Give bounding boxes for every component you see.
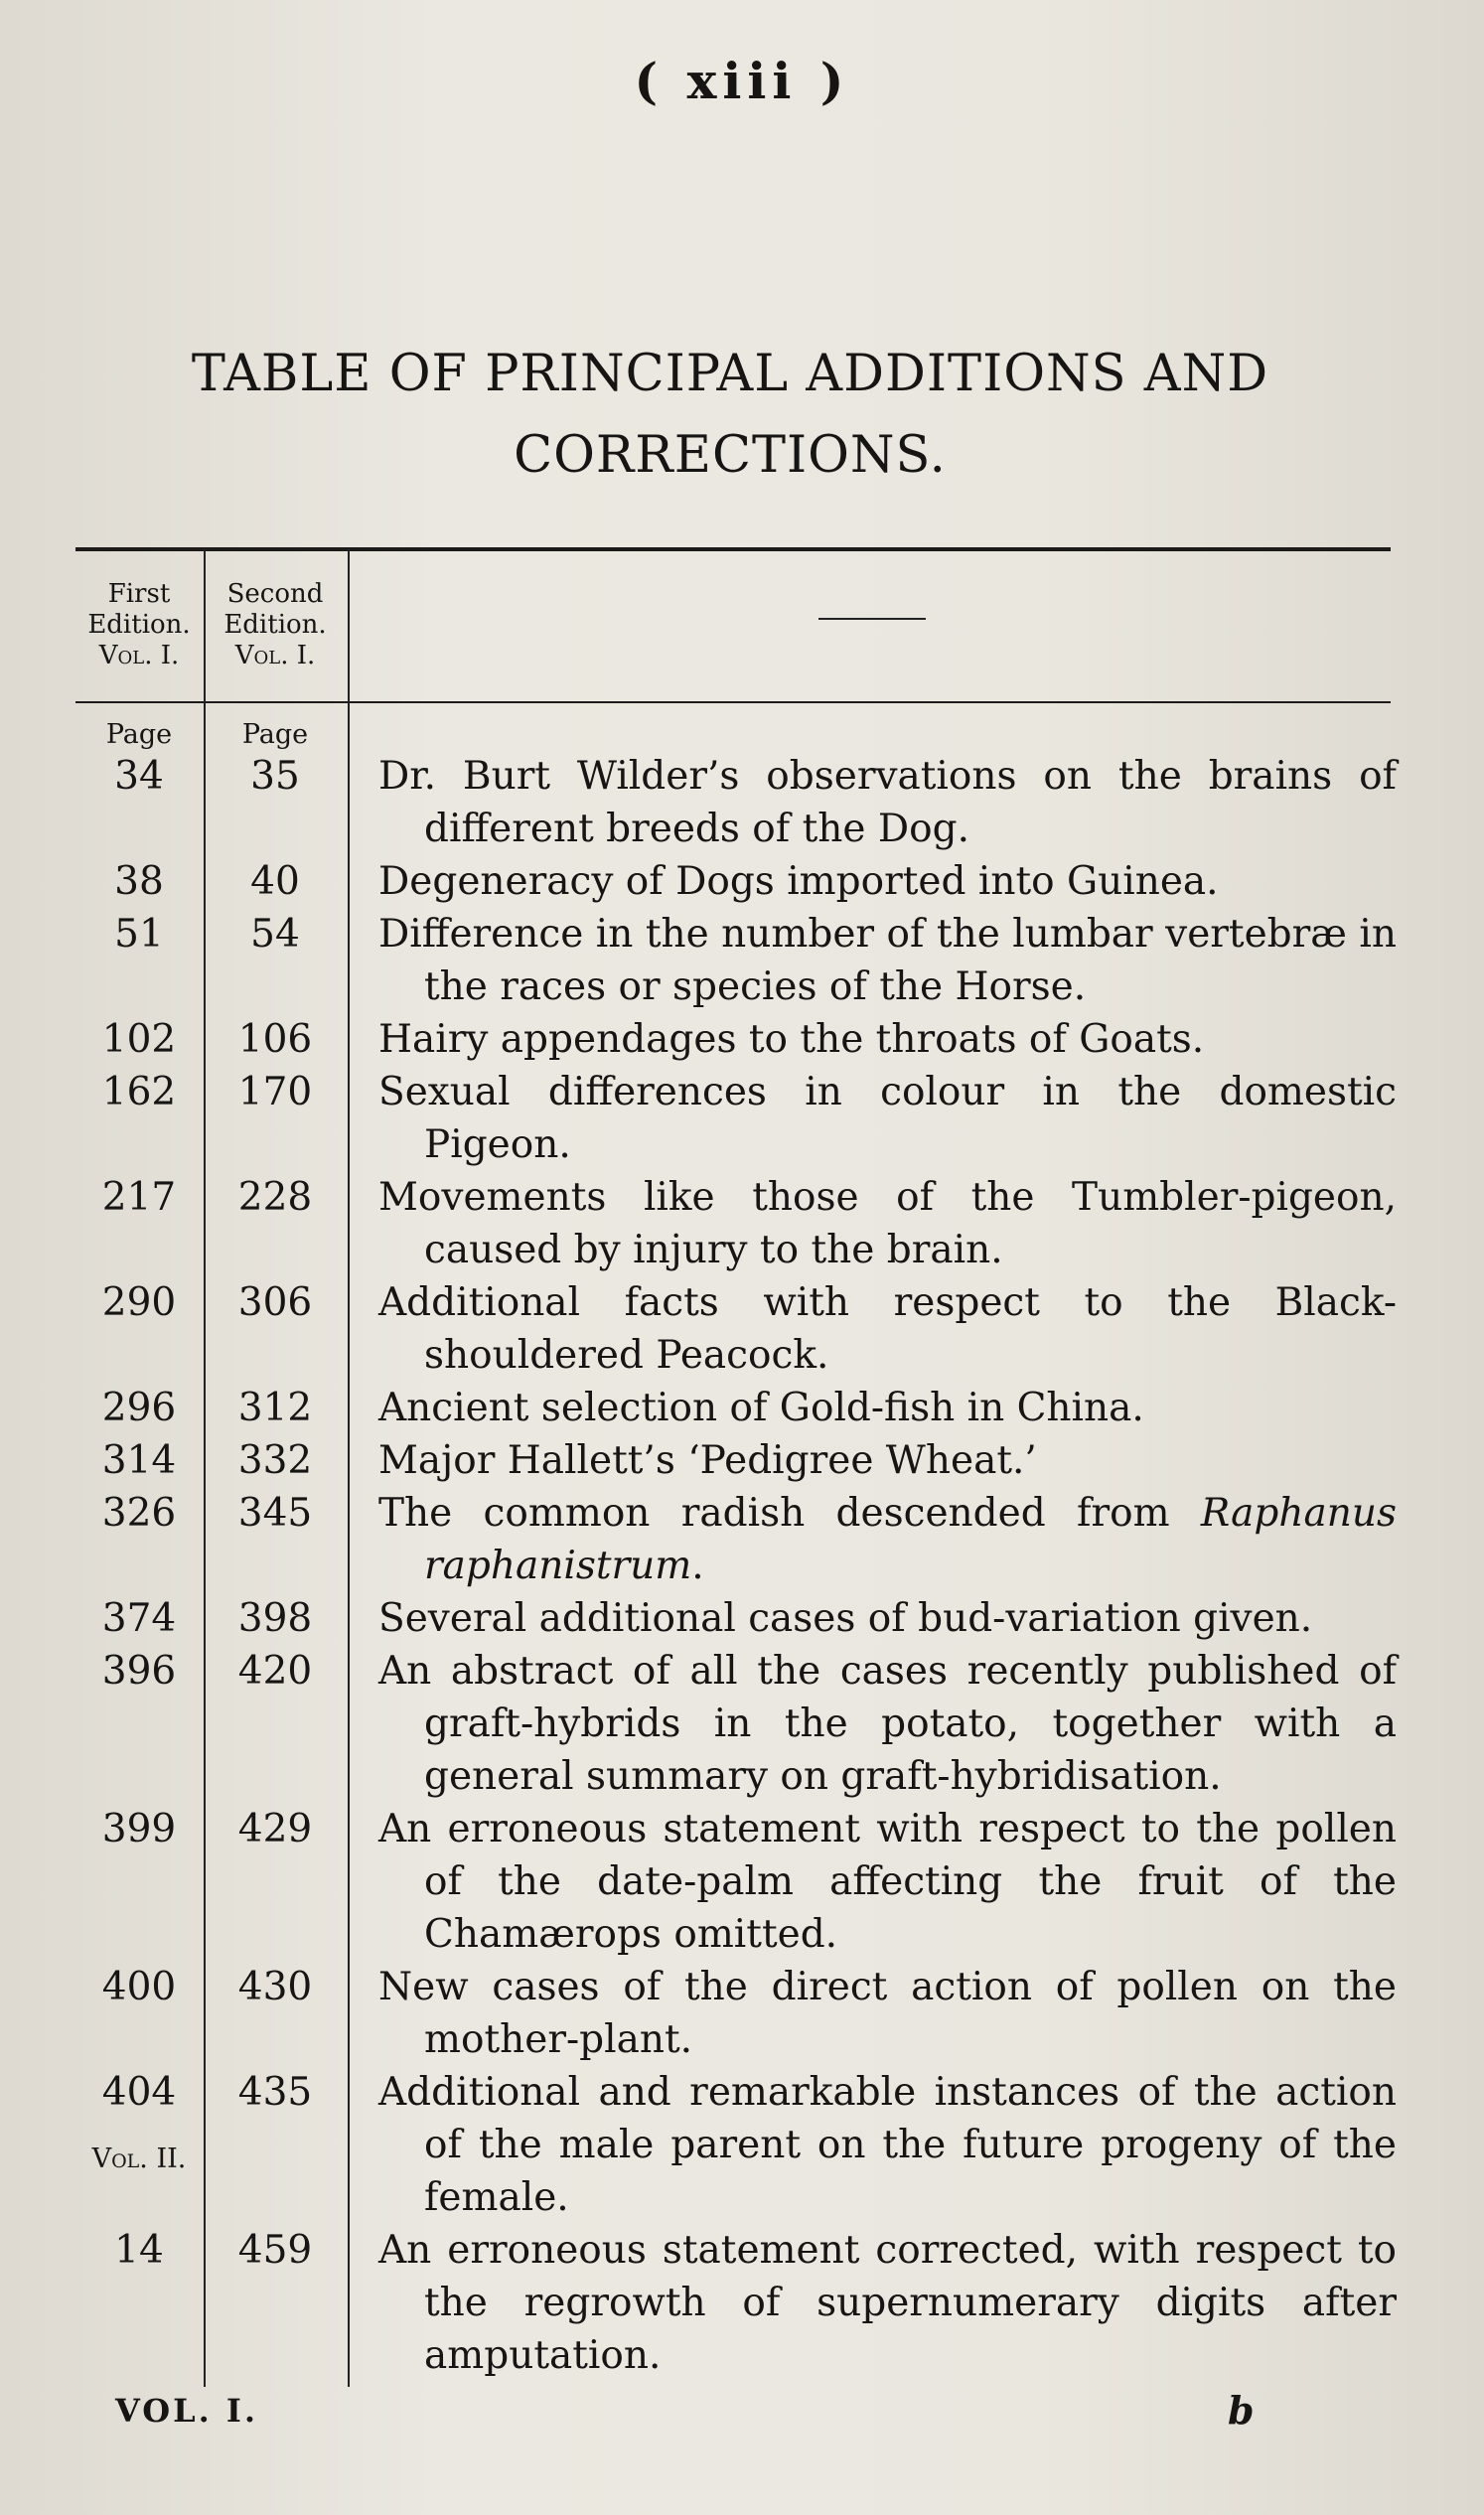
table-row — [0, 1961, 1484, 2066]
second-edition-page: 170 — [237, 1070, 313, 1114]
table-row — [0, 1434, 1484, 1487]
table-row — [0, 1171, 1484, 1276]
table-header-rule — [75, 701, 1391, 703]
header-second-line-2: Edition. — [223, 610, 327, 640]
entry-description — [378, 1487, 1397, 1592]
first-edition-page: 14 — [114, 2228, 164, 2273]
page-title: TABLE OF PRINCIPAL ADDITIONS AND CORRECTIONS. — [191, 345, 1269, 485]
table-row — [0, 1487, 1484, 1592]
second-edition-page: 106 — [237, 1017, 313, 1062]
second-edition-page: 429 — [237, 1807, 313, 1851]
table-top-rule — [75, 547, 1391, 551]
table-row — [0, 2066, 1484, 2224]
entry-description: Movements like those of the Tumbler-pigeon, caused by injury to the brain. — [378, 1175, 1397, 1272]
table-row — [0, 2224, 1484, 2382]
entry-description: Several additional cases of bud-variation given. — [378, 1596, 1313, 1641]
entry-text: The common radish descended from — [378, 1491, 1201, 1536]
header-first-edition — [75, 579, 203, 671]
entry-description: Major Hallett’s ‘Pedigree Wheat.’ — [378, 1438, 1037, 1483]
page-label-first: Page — [105, 719, 173, 750]
table-row — [0, 908, 1484, 1013]
first-edition-page: 38 — [114, 859, 164, 904]
table-row — [0, 1803, 1484, 1961]
header-first-line-2: Edition. — [87, 610, 191, 640]
species-name-italic: Raphanus raphanistrum — [424, 1491, 1397, 1588]
table-row — [0, 1592, 1484, 1645]
second-edition-page: 420 — [237, 1649, 313, 1694]
second-edition-page: 435 — [237, 2070, 313, 2115]
header-dash — [818, 618, 926, 620]
first-edition-page: 314 — [101, 1438, 177, 1483]
entry-description: An erroneous statement with respect to the pollen of the date-palm affecting the fruit of the Chamærops omitted. — [378, 1807, 1397, 1957]
entry-description: New cases of the direct action of pollen on the mother-plant. — [378, 1965, 1397, 2062]
entry-description: Ancient selection of Gold-fish in China. — [378, 1386, 1144, 1430]
second-edition-page: 35 — [250, 754, 300, 799]
entry-description: Difference in the number of the lumbar vertebræ in the races or species of the Horse. — [378, 912, 1397, 1009]
entry-description: Degeneracy of Dogs imported into Guinea. — [378, 859, 1219, 904]
first-edition-page: 290 — [101, 1280, 177, 1325]
header-second-edition — [205, 579, 346, 671]
footer-volume: VOL. I. — [115, 2392, 259, 2430]
second-edition-page: 228 — [237, 1175, 313, 1220]
entries-list — [0, 750, 1484, 2382]
header-first-line-1: First — [107, 579, 171, 609]
page-number: ( xiii ) — [634, 52, 850, 110]
second-edition-page: 459 — [237, 2228, 313, 2273]
second-edition-page: 40 — [250, 859, 300, 904]
first-edition-page: 34 — [114, 754, 164, 799]
entry-description: Additional and remarkable instances of the action of the male parent on the future progeny of the female. — [378, 2070, 1397, 2220]
first-edition-page: 217 — [101, 1175, 177, 1220]
entry-description: Additional facts with respect to the Black-shouldered Peacock. — [378, 1280, 1397, 1378]
second-edition-page: 332 — [237, 1438, 313, 1483]
entry-description: Sexual differences in colour in the domestic Pigeon. — [378, 1070, 1397, 1167]
table-row — [0, 1276, 1484, 1382]
table-row — [0, 1013, 1484, 1066]
first-edition-page: 326 — [101, 1491, 177, 1536]
first-edition-page: 404 — [101, 2070, 177, 2115]
entry-description: An abstract of all the cases recently published of graft-hybrids in the potato, together with a general summary on graft-hybridisation. — [378, 1649, 1397, 1799]
first-edition-page: 374 — [101, 1596, 177, 1641]
table-row — [0, 1066, 1484, 1171]
first-edition-page: 400 — [101, 1965, 177, 2009]
first-edition-page: 162 — [101, 1070, 177, 1114]
table-row — [0, 1382, 1484, 1434]
first-edition-page: 51 — [114, 912, 164, 957]
vol-ii-marker: Vol. II. — [91, 2144, 187, 2174]
second-edition-page: 312 — [237, 1386, 313, 1430]
entry-description: An erroneous statement corrected, with respect to the regrowth of supernumerary digits after amputation. — [378, 2228, 1397, 2378]
second-edition-page: 54 — [250, 912, 300, 957]
page-label-second: Page — [241, 719, 309, 750]
first-edition-page: 396 — [101, 1649, 177, 1694]
header-second-line-1: Second — [226, 579, 324, 609]
table-row — [0, 750, 1484, 855]
second-edition-page: 430 — [237, 1965, 313, 2009]
second-edition-page: 398 — [237, 1596, 313, 1641]
entry-description: Dr. Burt Wilder’s observations on the brains of different breeds of the Dog. — [378, 754, 1397, 851]
header-second-line-3: Vol. I. — [234, 641, 316, 670]
first-edition-page: 296 — [101, 1386, 177, 1430]
header-first-line-3: Vol. I. — [98, 641, 180, 670]
entry-description: Hairy appendages to the throats of Goats. — [378, 1017, 1205, 1062]
entry-text-end: . — [691, 1544, 704, 1588]
table-row — [0, 855, 1484, 908]
second-edition-page: 345 — [237, 1491, 313, 1536]
table-row — [0, 1645, 1484, 1803]
first-edition-page: 102 — [101, 1017, 177, 1062]
first-edition-page: 399 — [101, 1807, 177, 1851]
second-edition-page: 306 — [237, 1280, 313, 1325]
footer-signature: b — [1228, 2388, 1255, 2433]
